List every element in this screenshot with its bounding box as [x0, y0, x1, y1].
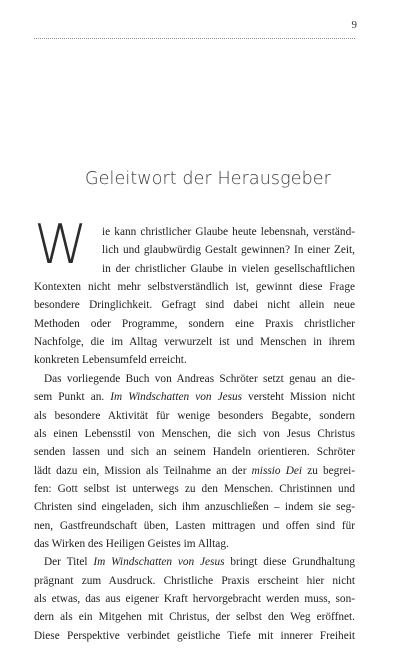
text-run: Das vorliegende Buch von Andreas Schröter setzt genau an die- [44, 372, 355, 385]
drop-cap: W [34, 213, 88, 276]
text-run: bringt diese Grundhaltung [224, 556, 356, 569]
text-line [44, 370, 355, 388]
text-line [34, 443, 355, 461]
text-line [34, 480, 355, 498]
text-run: besondere Dringlichkeit. Gefragt sind dabei nicht allein neue [34, 299, 355, 312]
text-run: als etwas, das aus eigener Kraft hervorgebracht werden muss, son- [34, 593, 355, 605]
chapter-title: Geleitwort der Herausgeber [85, 169, 331, 189]
text-run: ie kann christlicher Glaube heute lebensnah, verständ- [102, 226, 355, 238]
header-dotted-rule [34, 38, 355, 39]
text-run: Christen sind eingeladen, sich ihm anzuschließen – indem sie seg- [34, 501, 355, 514]
text-run: Der Titel [44, 556, 94, 569]
text-line [34, 296, 355, 314]
text-run: lich und glaubwürdig Gestalt gewinnen? In einer Zeit, [102, 244, 355, 257]
text-run: versteht Mission nicht [242, 391, 356, 404]
italic-text-run: missio Dei [251, 464, 303, 477]
text-line [34, 407, 355, 425]
text-run: zu begrei- [302, 464, 356, 477]
text-run: nen, Gastfreundschaft üben, Lasten mittragen und offen sind für [34, 519, 355, 532]
text-line [34, 333, 355, 351]
text-line [102, 241, 355, 259]
text-run: dern als ein Mitgehen mit Christus, der selbst den Weg eröffnet. [34, 611, 355, 624]
text-line [34, 351, 355, 369]
text-run: fen: Gott selbst ist unterwegs zu den Menschen. Christinnen und [34, 482, 355, 495]
italic-text-run: Im Windschatten von Jesus [110, 391, 243, 404]
text-run: in der christlicher Glaube in vielen gesellschaftlichen [102, 262, 355, 275]
text-line [34, 388, 355, 406]
text-line [34, 627, 355, 645]
text-run: Kontexten nicht mehr selbstverständlich ist, gewinnt diese Frage [34, 281, 355, 294]
text-run: sem Punkt an. [34, 391, 111, 404]
text-run: senden lassen und sich an seinem Handeln orientieren. Schröter [34, 446, 355, 459]
italic-text-run: Im Windschatten von Jesus [93, 556, 225, 569]
text-run: Diese Perspektive verbindet geistliche Tiefe mit innerer Freiheit [34, 629, 355, 642]
text-line [34, 590, 355, 608]
text-line [34, 608, 355, 626]
text-line [44, 553, 355, 571]
text-run: lädt dazu ein, Mission als Teilnahme an der [34, 464, 252, 477]
text-run: als besondere Aktivität für wenige besonders Begabte, sondern [34, 409, 355, 422]
page-number: 9 [351, 19, 357, 31]
text-run: konkreten Lebensumfeld erreicht. [34, 354, 187, 367]
text-line [102, 260, 355, 278]
text-line [34, 462, 355, 480]
text-run: prägnant zum Ausdruck. Christliche Praxis erscheint hier nicht [34, 574, 355, 587]
text-run: Nachfolge, die im Alltag verwurzelt ist und Menschen in ihrem [34, 336, 355, 349]
text-line [34, 517, 355, 535]
text-line [34, 278, 355, 296]
text-line [34, 425, 355, 443]
text-line [34, 535, 355, 553]
text-run: das Wirken des Heiligen Geistes im Alltag. [34, 537, 229, 550]
text-line [102, 223, 355, 241]
text-run: Methoden oder Programme, sondern eine Praxis christlicher [34, 317, 355, 330]
text-line [34, 498, 355, 516]
text-line [34, 315, 355, 333]
text-line [34, 572, 355, 590]
text-run: als einen Lebensstil von Menschen, die sich von Jesus Christus [34, 427, 355, 440]
